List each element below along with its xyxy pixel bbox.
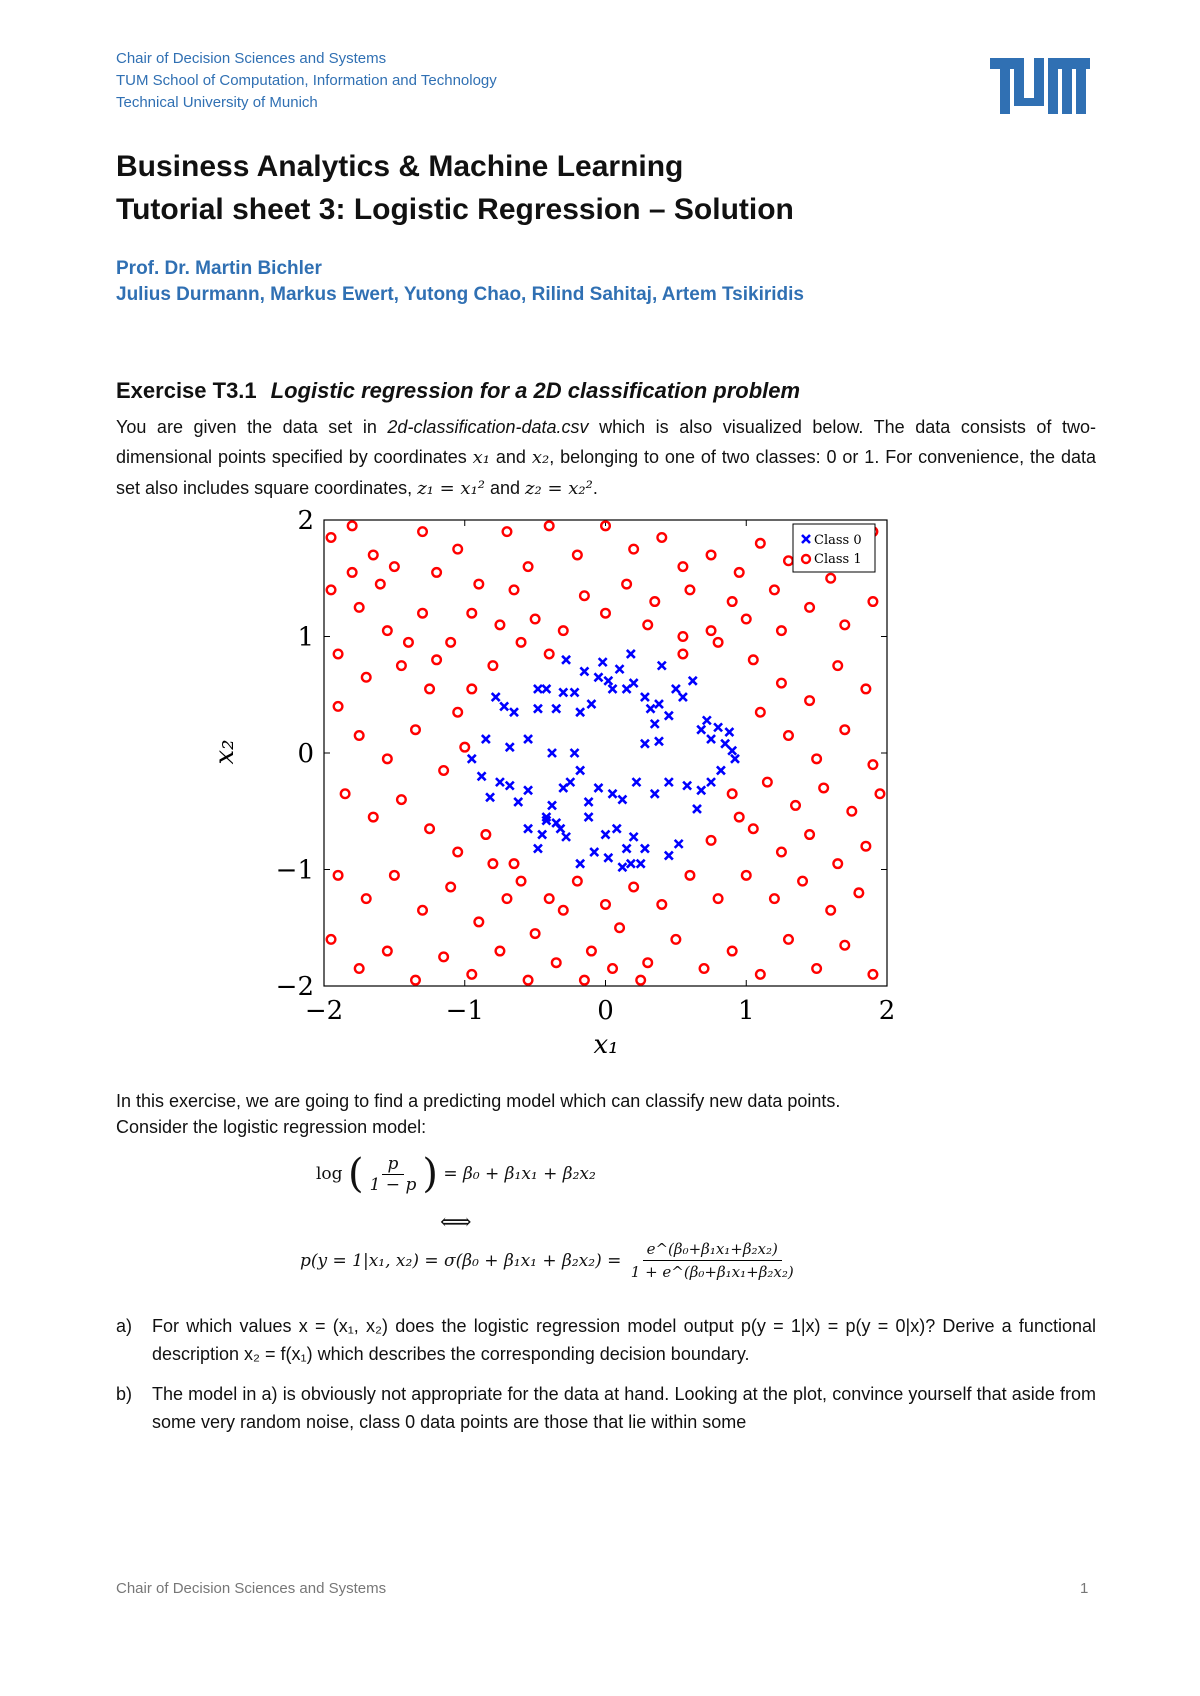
class1-point <box>425 685 434 694</box>
class0-point <box>496 778 504 786</box>
class0-point <box>585 813 593 821</box>
legend-label-class0: Class 0 <box>814 533 862 548</box>
class0-point <box>524 735 532 743</box>
class0-point <box>534 845 542 853</box>
class1-point <box>777 848 786 857</box>
class1-point <box>805 603 814 612</box>
y-tick-label: 1 <box>297 622 314 653</box>
class1-point <box>348 568 357 577</box>
class0-point <box>641 740 649 748</box>
class1-point <box>658 533 667 542</box>
class1-point <box>714 894 723 903</box>
z2-definition: z₂ = x₂² <box>525 478 593 499</box>
class1-point <box>735 568 744 577</box>
class0-point <box>707 778 715 786</box>
class1-point <box>439 953 448 962</box>
class0-point <box>630 833 638 841</box>
class1-point <box>489 661 498 670</box>
class1-point <box>517 638 526 647</box>
class1-point <box>679 562 688 571</box>
class1-point <box>770 894 779 903</box>
class1-point <box>749 824 758 833</box>
class0-point <box>731 755 739 763</box>
class1-point <box>369 813 378 822</box>
plot-frame <box>324 520 887 986</box>
class0-point <box>542 685 550 693</box>
class1-point <box>784 935 793 944</box>
class1-point <box>707 836 716 845</box>
class1-point <box>418 609 427 618</box>
class1-point <box>819 784 828 793</box>
x1-symbol: x₁ <box>472 447 490 468</box>
scatter-plot <box>200 500 980 1060</box>
class1-point <box>383 947 392 956</box>
class0-point <box>580 667 588 675</box>
class1-point <box>460 743 469 752</box>
tum-logo <box>990 58 1090 114</box>
eq-frac-numerator: p <box>382 1154 405 1175</box>
class1-point <box>524 976 533 985</box>
class1-point <box>777 679 786 688</box>
class1-point <box>432 656 441 665</box>
class0-point <box>590 848 598 856</box>
class1-point <box>714 638 723 647</box>
class1-point <box>622 580 631 589</box>
class1-point <box>439 766 448 775</box>
class1-point <box>327 533 336 542</box>
class1-point <box>862 685 871 694</box>
class0-point <box>478 772 486 780</box>
class1-point <box>756 708 765 717</box>
class1-point <box>503 894 512 903</box>
eq-sigmoid-lhs: p(y = 1|x₁, x₂) = σ(β₀ + β₁x₁ + β₂x₂) = <box>300 1250 622 1271</box>
class0-point <box>552 705 560 713</box>
x-tick-label: −2 <box>304 996 344 1026</box>
exercise-heading <box>116 378 800 404</box>
class0-point <box>632 778 640 786</box>
class1-point <box>707 626 716 635</box>
class1-point <box>404 638 413 647</box>
question-a <box>116 1312 1096 1368</box>
class1-point <box>672 935 681 944</box>
affiliation-chair: Chair of Decision Sciences and Systems <box>116 50 387 67</box>
class0-point <box>675 840 683 848</box>
class1-point <box>756 539 765 548</box>
class0-point <box>609 685 617 693</box>
x-tick-label: −1 <box>445 996 484 1026</box>
class1-point <box>580 591 589 600</box>
class1-point <box>327 586 336 595</box>
class0-point <box>500 702 508 710</box>
data-filename: 2d-classification-data.csv <box>387 417 589 437</box>
class1-point <box>601 900 610 909</box>
affiliation-school: TUM School of Computation, Information and Technology <box>116 72 497 89</box>
class0-point <box>679 693 687 701</box>
class1-point <box>798 877 807 886</box>
class0-point <box>486 793 494 801</box>
class0-point <box>609 790 617 798</box>
class1-point <box>636 976 645 985</box>
tutor-names: Julius Durmann, Markus Ewert, Yutong Chao, Rilind Sahitaj, Artem Tsikiridis <box>116 284 804 305</box>
eq-rhs: = β₀ + β₁x₁ + β₂x₂ <box>443 1164 596 1184</box>
class0-point <box>630 679 638 687</box>
class1-point <box>833 661 842 670</box>
class1-point <box>707 551 716 560</box>
model-intro-line1: In this exercise, we are going to find a predicting model which can classify new data points. <box>116 1091 841 1111</box>
class1-point <box>791 801 800 810</box>
class1-point <box>467 609 476 618</box>
class1-point <box>805 696 814 705</box>
class1-point <box>833 859 842 868</box>
class0-point <box>637 860 645 868</box>
class1-point <box>826 906 835 915</box>
class1-point <box>390 562 399 571</box>
class0-point <box>689 677 697 685</box>
class1-point <box>446 883 455 892</box>
y-tick-label: 2 <box>297 506 314 536</box>
class0-point <box>627 650 635 658</box>
class1-point <box>503 527 512 536</box>
class1-point <box>679 650 688 659</box>
class1-point <box>686 871 695 880</box>
class1-point <box>826 574 835 583</box>
class1-point <box>453 545 462 554</box>
class0-point <box>672 685 680 693</box>
x-tick-label: 0 <box>597 996 614 1026</box>
question-a-label: a) <box>116 1316 133 1336</box>
class1-point <box>615 923 624 932</box>
class0-point <box>576 860 584 868</box>
class1-point <box>559 906 568 915</box>
class1-point <box>869 597 878 606</box>
class0-point <box>665 852 673 860</box>
class0-point <box>651 720 659 728</box>
class0-point <box>697 786 705 794</box>
class1-point <box>390 871 399 880</box>
class1-point <box>475 918 484 927</box>
class0-points <box>468 650 739 871</box>
class0-point <box>562 833 570 841</box>
x-tick-label: 1 <box>737 996 755 1026</box>
model-intro-line2: Consider the logistic regression model: <box>116 1117 427 1137</box>
class1-point <box>362 894 371 903</box>
class0-point <box>655 737 663 745</box>
class1-point <box>840 621 849 630</box>
class1-point <box>784 731 793 740</box>
class0-point <box>576 766 584 774</box>
sheet-title: Tutorial sheet 3: Logistic Regression – Solution <box>116 193 794 226</box>
class0-point <box>534 685 542 693</box>
class1-point <box>728 789 737 798</box>
class1-point <box>545 522 554 531</box>
class0-point <box>613 825 621 833</box>
class1-point <box>629 545 638 554</box>
class0-point <box>492 693 500 701</box>
class1-point <box>650 597 659 606</box>
class0-point <box>482 735 490 743</box>
class1-point <box>559 626 568 635</box>
class1-point <box>531 929 540 938</box>
class0-point <box>616 665 624 673</box>
eq-sigmoid-numerator: e^(β₀+β₁x₁+β₂x₂) <box>643 1240 782 1261</box>
class0-point <box>506 743 514 751</box>
class1-point <box>573 551 582 560</box>
class0-point <box>524 825 532 833</box>
class0-point <box>703 716 711 724</box>
class0-point <box>594 673 602 681</box>
class1-point <box>742 615 751 624</box>
x-axis-label: x₁ <box>593 1030 619 1060</box>
class1-point <box>446 638 455 647</box>
class1-point <box>545 650 554 659</box>
class1-point <box>411 725 420 734</box>
class1-point <box>812 755 821 764</box>
class0-point <box>618 863 626 871</box>
class0-point <box>693 805 701 813</box>
class0-point <box>576 708 584 716</box>
class0-point <box>717 766 725 774</box>
class1-point <box>517 877 526 886</box>
y-tick-label: 0 <box>297 739 314 769</box>
y-axis-label: x₂ <box>210 739 240 765</box>
class1-point <box>418 906 427 915</box>
class0-point <box>534 705 542 713</box>
class1-point <box>334 650 343 659</box>
class0-point <box>604 677 612 685</box>
equation-logit: log ( $\frac{p}{1 - p}$ ) = β₀ + β₁x₁ + β₂x₂ <box>316 1151 596 1197</box>
eq-fraction <box>364 1154 423 1195</box>
question-b <box>116 1380 1096 1436</box>
class0-point <box>506 782 514 790</box>
class1-point <box>524 562 533 571</box>
class1-point <box>728 947 737 956</box>
class1-point <box>418 527 427 536</box>
equation-sigmoid <box>300 1240 798 1294</box>
class1-point <box>552 958 561 967</box>
class0-point <box>510 708 518 716</box>
class1-point <box>855 889 864 898</box>
class1-point <box>425 824 434 833</box>
class0-point <box>548 749 556 757</box>
class0-point <box>594 784 602 792</box>
class1-point <box>876 789 885 798</box>
class1-point <box>840 941 849 950</box>
axis-ticks <box>276 506 896 1026</box>
class1-point <box>376 580 385 589</box>
class1-point <box>327 935 336 944</box>
class1-point <box>869 970 878 979</box>
class1-point <box>749 656 758 665</box>
class1-point <box>489 859 498 868</box>
class1-point <box>658 900 667 909</box>
class1-point <box>334 702 343 711</box>
z1-definition: z₁ = x₁² <box>417 478 485 499</box>
class1-point <box>770 586 779 595</box>
class0-point <box>728 747 736 755</box>
class1-point <box>848 807 857 816</box>
class1-point <box>432 568 441 577</box>
class1-point <box>763 778 772 787</box>
class1-point <box>383 755 392 764</box>
class1-point <box>608 964 617 973</box>
class1-point <box>587 947 596 956</box>
class0-point <box>585 798 593 806</box>
class1-point <box>580 976 589 985</box>
class1-point <box>355 603 364 612</box>
y-tick-label: −1 <box>275 855 314 886</box>
exercise-number: Exercise T3.1 <box>116 378 257 403</box>
page-number: 1 <box>1080 1580 1089 1597</box>
class1-point <box>643 621 652 630</box>
class1-point <box>510 859 519 868</box>
class0-point <box>562 656 570 664</box>
class0-point <box>538 831 546 839</box>
class0-point <box>571 688 579 696</box>
footer-chair: Chair of Decision Sciences and Systems <box>116 1580 387 1597</box>
question-b-text: The model in a) is obviously not appropriate for the data at hand. Looking at the plot, convince yourself that aside from some very random noise, class 0 data points are those that lie within some <box>152 1384 1096 1432</box>
class0-point <box>548 801 556 809</box>
intro-paragraph: You are given the data set in 2d-classification-data.csv which is also visualized below. The data consists of two-dimensional points specified by coordinates x₁ and x₂, belonging to one of two classes: 0 or 1. For convenience, the data set also includes square coordinates, z₁ = x₁² and z₂ = x₂². <box>116 417 1096 499</box>
eq-log: log <box>316 1164 343 1184</box>
question-b-label: b) <box>116 1384 133 1404</box>
class0-point <box>623 845 631 853</box>
class1-point <box>383 626 392 635</box>
class1-point <box>756 970 765 979</box>
class1-point <box>573 877 582 886</box>
class0-point <box>683 782 691 790</box>
y-tick-label: −2 <box>275 972 314 1002</box>
class0-point <box>559 688 567 696</box>
class1-point <box>812 964 821 973</box>
class1-point <box>777 626 786 635</box>
class1-point <box>531 615 540 624</box>
class1-point <box>601 609 610 618</box>
exercise-title: Logistic regression for a 2D classification problem <box>270 378 801 403</box>
class0-point <box>655 700 663 708</box>
class1-point <box>369 551 378 560</box>
class1-point <box>475 580 484 589</box>
class1-point <box>728 597 737 606</box>
class1-point <box>679 632 688 641</box>
class1-point <box>629 883 638 892</box>
class0-point <box>707 735 715 743</box>
class1-point <box>348 522 357 531</box>
class1-point <box>700 964 709 973</box>
class0-point <box>599 658 607 666</box>
class0-point <box>604 854 612 862</box>
class1-point <box>355 964 364 973</box>
x-tick-label: 2 <box>878 996 896 1026</box>
eq-sigmoid-fraction <box>627 1240 798 1281</box>
class1-point <box>397 795 406 804</box>
class0-point <box>665 712 673 720</box>
equivalence-arrow: ⟺ <box>440 1210 472 1235</box>
class1-point <box>735 813 744 822</box>
legend <box>793 524 875 572</box>
professor-name: Prof. Dr. Martin Bichler <box>116 258 322 279</box>
eq-sigmoid-denominator: 1 + e^(β₀+β₁x₁+β₂x₂) <box>630 1263 794 1281</box>
class0-point <box>725 728 733 736</box>
class0-point <box>651 790 659 798</box>
class1-point <box>397 661 406 670</box>
class0-point <box>514 798 522 806</box>
class1-point <box>482 830 491 839</box>
class1-point <box>496 621 505 630</box>
class0-point <box>697 726 705 734</box>
class0-point <box>627 860 635 868</box>
affiliation-university: Technical University of Munich <box>116 94 318 111</box>
class0-point <box>647 705 655 713</box>
class1-point <box>467 970 476 979</box>
class0-point <box>641 845 649 853</box>
class1-point <box>453 708 462 717</box>
class1-point <box>545 894 554 903</box>
question-a-text: For which values x = (x₁, x₂) does the logistic regression model output p(y = 1|x) = p(y = 0|x)? Derive a functional description x₂ = f(x₁) which describes the corresponding decision boundary. <box>152 1316 1096 1364</box>
model-intro <box>116 1088 1096 1140</box>
class1-points <box>327 522 885 985</box>
class1-point <box>334 871 343 880</box>
x2-symbol: x₂ <box>531 447 550 468</box>
class0-point <box>559 784 567 792</box>
class1-point <box>510 586 519 595</box>
class1-point <box>805 830 814 839</box>
class1-point <box>467 685 476 694</box>
class0-point <box>602 831 610 839</box>
course-title: Business Analytics & Machine Learning <box>116 150 684 183</box>
class1-point <box>784 556 793 565</box>
class1-point <box>411 976 420 985</box>
affiliation-block <box>116 48 497 114</box>
class1-point <box>840 725 849 734</box>
class1-point <box>341 789 350 798</box>
class1-point <box>362 673 371 682</box>
class0-point <box>665 778 673 786</box>
class0-point <box>571 749 579 757</box>
class1-point <box>862 842 871 851</box>
class0-point <box>587 700 595 708</box>
class1-point <box>355 731 364 740</box>
class1-point <box>453 848 462 857</box>
class1-point <box>742 871 751 880</box>
eq-frac-denominator: 1 − p <box>369 1174 417 1195</box>
class0-point <box>618 796 626 804</box>
class0-point <box>658 662 666 670</box>
class0-point <box>524 786 532 794</box>
class0-point <box>468 755 476 763</box>
class1-point <box>496 947 505 956</box>
class0-point <box>721 740 729 748</box>
class1-point <box>643 958 652 967</box>
class0-point <box>714 723 722 731</box>
class1-point <box>869 760 878 769</box>
class0-point <box>641 693 649 701</box>
legend-label-class1: Class 1 <box>814 552 862 567</box>
class1-point <box>686 586 695 595</box>
